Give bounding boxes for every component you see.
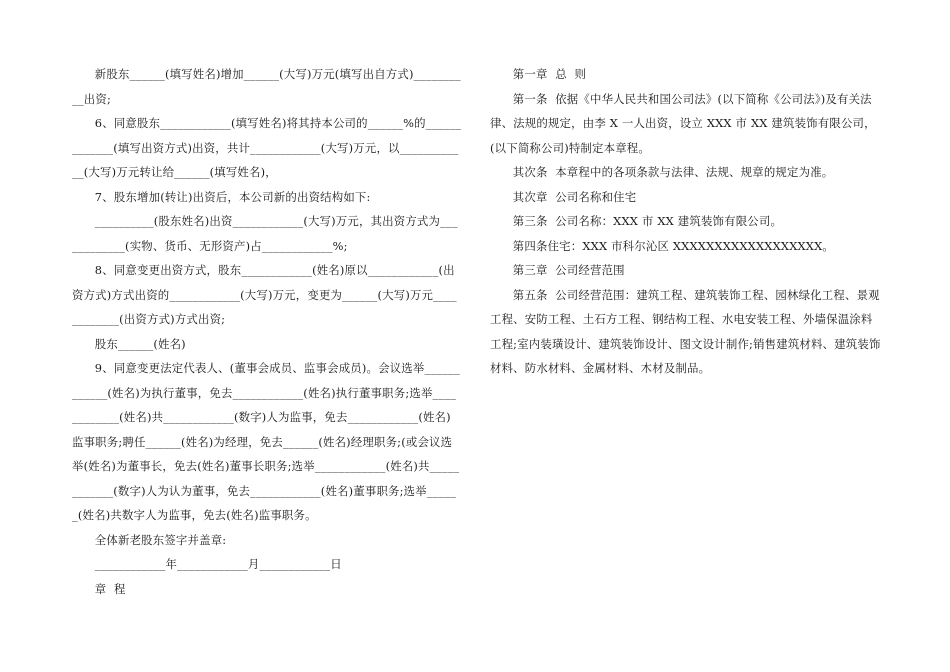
article-3: 第三条 公司名称：XXX 市 XX 建筑装饰有限公司。 [512,214,783,228]
paragraph-item-7: 7、股东增加(转让)出资后，本公司新的出资结构如下: [94,189,371,204]
chapter-3-heading: 第三章 公司经营范围 [512,263,625,277]
paragraph-item-8: 8、同意变更出资方式，股东____________(姓名)原以____________(出资方式)方式出资的____________(大写)万元，变更为______(大写)万元____________(出资方式)方式出资; [72,263,457,326]
left-column [72,62,462,601]
paragraph-item-6: 6、同意股东____________(填写姓名)将其持本公司的______%的_____________(填写出资方式)出资，共计____________(大写)万元，以____________(大写)万元转让给______(填写姓名)， [72,116,462,179]
article-1: 第一条 依据《中华人民共和国公司法》(以下简称《公司法》)及有关法律、法规的规定，由李 X 一人出资，设立 XXX 市 XX 建筑装饰有限公司，(以下简称公司)特制定本章程。 [490,91,876,155]
article-4: 第四条住宅：XXX 市科尔沁区 XXXXXXXXXXXXXXXXXX。 [512,238,835,253]
paragraph-item-9: 9、同意变更法定代表人、(董事会成员、监事会成员)。会议选举____________(姓名)为执行董事，免去____________(姓名)执行董事职务;选举____________(姓名)共____________(数字)人为监事，免去____________(姓名)监事职务;聘任______(姓名)为经理，免去______(姓名)经理职务;(或会议选举(姓名)为董事长，免去(姓名)董事长职务;选举____________(姓名)共____________(数字)人为认为董事，免去____________(姓名)董事职务;选举______(姓名)共数字人为监事，免去(姓名)监事职务。 [72,361,460,522]
right-column [490,62,882,381]
article-2: 其次条 本章程中的各项条款与法律、法规、规章的规定为准。 [512,165,834,179]
paragraph-new-shareholder: 新股东______(填写姓名)增加______(大写)万元(填写出自方式)__________出资; [72,67,461,106]
article-5: 第五条 公司经营范围：建筑工程、建筑装饰工程、园林绿化工程、景观工程、安防工程、土石方工程、钢结构工程、水电安装工程、外墙保温涂料工程;室内装璜设计、建筑装饰设计、图文设计制作;销售建筑材料、建筑装饰材料、防水材料、金属材料、木材及制品。 [490,287,881,375]
paragraph-capital-structure: __________(股东姓名)出资____________(大写)万元，其出资方式为____________(实物、货币、无形资产)占____________%; [72,214,458,253]
paragraph-signatures: 全体新老股东签字并盖章: [94,532,227,547]
chapter-1-heading: 第一章 总 则 [512,67,587,81]
paragraph-date-line: ____________年____________月____________日 [94,557,342,571]
chapter-2-heading: 其次章 公司名称和住宅 [512,189,637,204]
paragraph-charter-heading: 章 程 [94,581,126,596]
paragraph-shareholder-name: 股东______(姓名) [94,336,186,351]
